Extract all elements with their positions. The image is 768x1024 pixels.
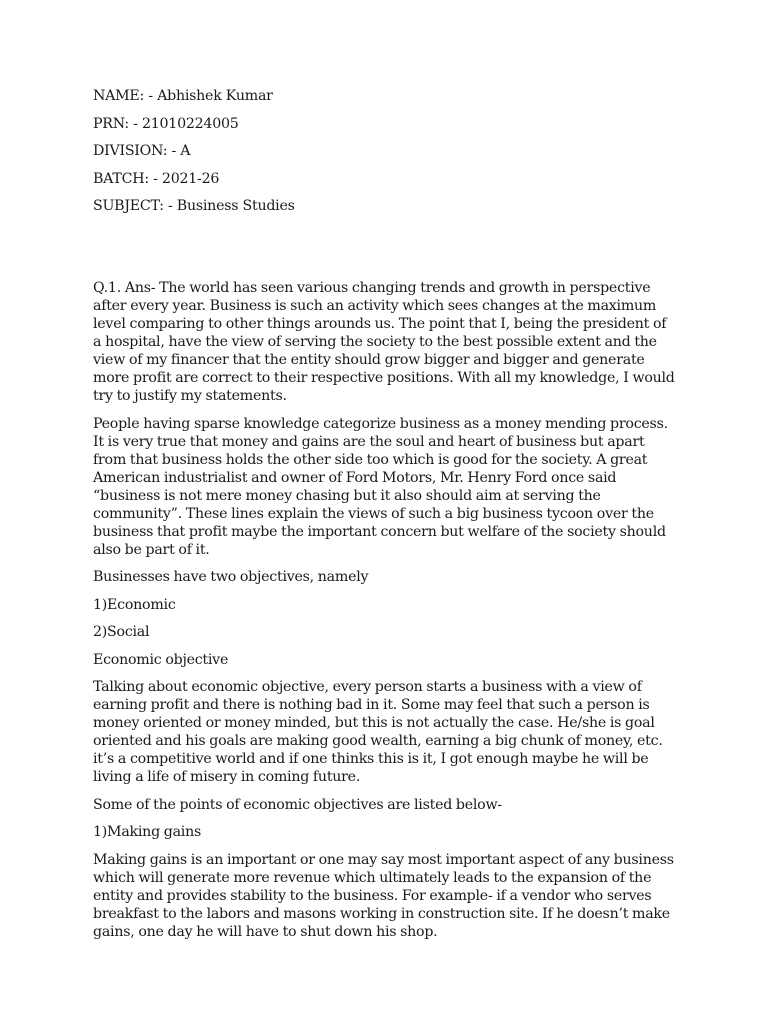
student-subject: SUBJECT: - Business Studies (93, 198, 295, 214)
student-division: DIVISION: - A (93, 143, 191, 159)
answer-intro-paragraph: Q.1. Ans- The world has seen various changing trends and growth in perspective after every year. Business is such an activity which sees changes at the maximum level comparing to other things arounds us. The point that I, being the president of a hospital, have the view of serving the society to the best possible extent and the view of my financer that the entity should grow bigger and bigger and generate more profit are correct to their respective positions. With all my knowledge, I would try to justify my statements. (93, 280, 675, 404)
objective-item-economic: 1)Economic (93, 596, 176, 613)
objectives-lead: Businesses have two objectives, namely (93, 569, 369, 585)
economic-objective-paragraph: Talking about economic objective, every person starts a business with a view of earning profit and there is nothing bad in it. Some may feel that such a person is money oriented or money minded, but this is not actually the case. He/she is goal oriented and his goals are making good wealth, earning a big chunk of money, etc. it’s a competitive world and if one thinks this is it, I got enough maybe he will be living a life of misery in coming future. (93, 679, 663, 785)
objective-item-social: 2)Social (93, 624, 150, 640)
business-view-paragraph: People having sparse knowledge categorize business as a money mending process. It is very true that money and gains are the soul and heart of business but apart from that business holds the other side too which is good for the society. A great American industrialist and owner of Ford Motors, Mr. Henry Ford once said “business is not mere money chasing but it also should aim at serving the community”. These lines explain the views of such a big business tycoon over the business that profit maybe the important concern but welfare of the society should also be part of it. (93, 415, 668, 558)
point-heading-making-gains: 1)Making gains (93, 824, 202, 840)
making-gains-paragraph: Making gains is an important or one may say most important aspect of any business which will generate more revenue which ultimately leads to the expansion of the entity and provides stability to the business. For example- if a vendor who serves breakfast to the labors and masons working in construction site. If he doesn’t make gains, one day he will have to shut down his shop. (93, 851, 674, 940)
student-prn: PRN: - 21010224005 (93, 115, 239, 132)
answer-body (93, 279, 677, 950)
economic-points-lead: Some of the points of economic objectives are listed below- (93, 796, 502, 813)
student-batch: BATCH: - 2021-26 (93, 170, 220, 187)
section-heading-economic-objective: Economic objective (93, 651, 229, 668)
student-name: NAME: - Abhishek Kumar (93, 88, 273, 104)
student-details (93, 87, 713, 225)
